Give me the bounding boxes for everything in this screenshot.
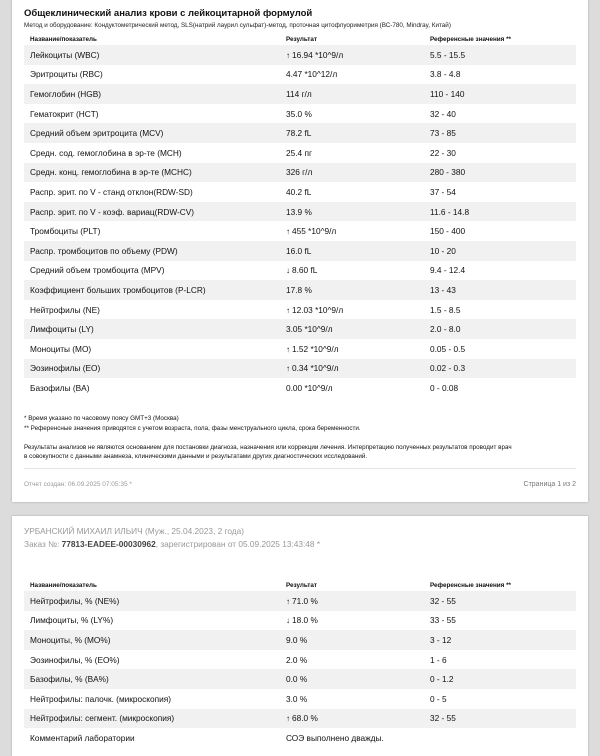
page-number: Страница 1 из 2: [523, 481, 576, 488]
row-reference: 3.8 - 4.8: [430, 69, 461, 80]
results-table-body: [24, 45, 576, 398]
result-value: 78.2 fL: [286, 128, 312, 139]
result-value: 13.9 %: [286, 206, 312, 217]
table-row: [24, 143, 576, 163]
row-result: [280, 182, 424, 202]
row-result: [280, 300, 424, 320]
differential-table: [24, 580, 576, 748]
row-reference: 37 - 54: [430, 186, 456, 197]
header-reference: Референсные значения **: [430, 36, 511, 43]
row-reference: 33 - 55: [430, 615, 456, 626]
report-title: Общеклинический анализ крови с лейкоцитарной формулой: [24, 8, 313, 19]
row-result: [280, 221, 424, 241]
result-value: 35.0 %: [286, 108, 312, 119]
row-name: Эритроциты (RBC): [30, 69, 103, 80]
row-result: [280, 65, 424, 85]
arrow-up-icon: ↑: [286, 714, 290, 724]
row-name: Эозинофилы (EO): [24, 359, 280, 379]
table-row: [24, 221, 576, 241]
table-row: [24, 241, 576, 261]
table-row: [24, 669, 576, 689]
result-value: 1.52 *10^9/л: [292, 343, 339, 354]
arrow-down-icon: ↓: [286, 616, 290, 626]
row-result: [280, 104, 424, 124]
row-name: Комментарий лаборатории: [30, 732, 135, 743]
result-value: СОЭ выполнено дважды.: [286, 732, 384, 743]
disclaimer-line-2: в совокупности с данными анамнеза, клиническими данными и результатами других диагностических исследований.: [24, 453, 368, 461]
page-footer: [24, 468, 576, 488]
note-timezone: * Время указано по часовому поясу GMT+3 (Москва): [24, 414, 179, 422]
report-page-2: [12, 516, 588, 756]
row-reference: 11.6 - 14.8: [424, 202, 576, 222]
row-name: Базофилы, % (BA%): [24, 669, 280, 689]
table-row: [24, 300, 576, 320]
header-reference: Референсные значения **: [430, 582, 511, 589]
arrow-up-icon: ↑: [286, 227, 290, 237]
row-result: [280, 650, 424, 670]
arrow-up-icon: ↑: [286, 364, 290, 374]
table-row: [24, 359, 576, 379]
result-value: 16.94 *10^9/л: [292, 49, 344, 60]
row-result: [280, 339, 424, 359]
row-result: [280, 611, 424, 631]
result-value: 18.0 %: [292, 615, 318, 626]
result-value: 71.0 %: [292, 595, 318, 606]
order-label: Заказ №:: [24, 539, 60, 549]
table-row: [24, 339, 576, 359]
table-row: [24, 202, 576, 222]
order-info: [24, 538, 576, 550]
row-reference: 0.05 - 0.5: [430, 343, 466, 354]
results-table: [24, 34, 576, 398]
row-result: [280, 709, 424, 729]
row-reference: 13 - 43: [424, 280, 576, 300]
arrow-up-icon: ↑: [286, 305, 290, 315]
order-number: 77813-EADEE-00030962: [61, 539, 156, 549]
table-header-row: [24, 580, 576, 591]
row-name: Нейтрофилы: сегмент. (микроскопия): [24, 709, 280, 729]
result-value: 68.0 %: [292, 713, 318, 724]
row-reference: 32 - 55: [424, 591, 576, 611]
row-name: Моноциты (MO): [30, 343, 92, 354]
row-name: Нейтрофилы (NE): [30, 304, 100, 315]
row-name: Коэффициент больших тромбоцитов (P-LCR): [24, 280, 280, 300]
table-row: [24, 261, 576, 281]
row-name: Распр. эрит. по V - станд отклон(RDW-SD): [30, 186, 193, 197]
row-name: Лимфоциты, % (LY%): [30, 615, 114, 626]
row-result: [280, 241, 424, 261]
row-reference: 0.02 - 0.3: [424, 359, 576, 379]
disclaimer: [24, 443, 576, 462]
result-value: 17.8 %: [286, 284, 312, 295]
row-result: [280, 84, 424, 104]
table-row: [24, 611, 576, 631]
table-row: [24, 630, 576, 650]
row-name: Гемоглобин (HGB): [24, 84, 280, 104]
row-reference: 10 - 20: [424, 241, 576, 261]
row-name: Тромбоциты (PLT): [30, 226, 101, 237]
row-result: [280, 591, 424, 611]
table-row: [24, 709, 576, 729]
row-result: [280, 261, 424, 281]
table-row: [24, 163, 576, 183]
row-result: [280, 163, 424, 183]
header-name: Название/показатель: [30, 582, 97, 589]
row-reference: 5.5 - 15.5: [424, 45, 576, 65]
table-row: [24, 84, 576, 104]
result-value: 326 г/л: [286, 167, 313, 178]
result-value: 8.60 fL: [292, 265, 318, 276]
result-value: 0.0 %: [286, 674, 308, 685]
result-value: 3.05 *10^9/л: [286, 324, 333, 335]
row-name: Средний объем эритроцита (MCV): [24, 123, 280, 143]
result-value: 3.0 %: [286, 693, 308, 704]
report-page-1: [12, 0, 588, 502]
row-name: Средн. сод. гемоглобина в эр-те (MCH): [30, 147, 182, 158]
row-result: [280, 45, 424, 65]
result-value: 0.00 *10^9/л: [286, 382, 333, 393]
row-reference: 73 - 85: [424, 123, 576, 143]
row-reference: 32 - 40: [430, 108, 456, 119]
arrow-down-icon: ↓: [286, 266, 290, 276]
row-reference: 2.0 - 8.0: [424, 319, 576, 339]
row-result: [280, 143, 424, 163]
row-result: [280, 630, 424, 650]
row-name: Средний объем тромбоцита (MPV): [30, 265, 165, 276]
table-row: [24, 280, 576, 300]
result-value: 9.0 %: [286, 634, 308, 645]
patient-info: УРБАНСКИЙ МИХАИЛ ИЛЬИЧ (Муж., 25.04.2023, 2 года): [24, 526, 244, 536]
row-result: [280, 689, 424, 709]
row-result: [280, 359, 424, 379]
row-result: [280, 202, 424, 222]
row-reference: 1 - 6: [430, 654, 447, 665]
differential-table-body: [24, 591, 576, 748]
row-result: [280, 378, 424, 398]
row-name: Эозинофилы, % (EO%): [30, 654, 120, 665]
table-row: [24, 182, 576, 202]
row-reference: 110 - 140: [424, 84, 576, 104]
table-row: [24, 650, 576, 670]
row-reference: 0 - 0.08: [430, 382, 459, 393]
note-reference: ** Референсные значения приводятся с учетом возраста, пола, фазы менструального цикла, срока беременности.: [24, 424, 361, 432]
result-value: 40.2 fL: [286, 186, 312, 197]
table-row: [24, 728, 576, 748]
table-row: [24, 104, 576, 124]
order-registration: , зарегистрирован от 05.09.2025 13:43:48 *: [155, 539, 321, 549]
result-value: 4.47 *10^12/л: [286, 69, 338, 80]
row-name: Средн. конц. гемоглобина в эр-те (MCHC): [24, 163, 280, 183]
row-reference: 32 - 55: [424, 709, 576, 729]
row-name: Моноциты, % (MO%): [24, 630, 280, 650]
row-reference: 3 - 12: [424, 630, 576, 650]
table-row: [24, 319, 576, 339]
report-created-timestamp: Отчет создан: 06.09.2025 07:05:35 *: [24, 481, 132, 488]
row-reference: 150 - 400: [430, 226, 466, 237]
result-value: 25.4 пг: [286, 147, 312, 158]
result-value: 455 *10^9/л: [292, 226, 337, 237]
row-result: [280, 669, 424, 689]
row-reference: 22 - 30: [430, 147, 456, 158]
method-description: Метод и оборудование: Кондуктометрический метод, SLS(натрий лаурил сульфат)-метод, проточная цитофлуориметрия (ВС-780, Mindray, Китай): [24, 22, 451, 29]
notes: [24, 414, 576, 434]
row-name: Распр. эрит. по V - коэф. вариац(RDW-CV): [24, 202, 280, 222]
disclaimer-line-1: Результаты анализов не являются основанием для постановки диагноза, назначения или коррекции лечения. Интерпретацию полученных результатов проводит врач: [24, 443, 512, 451]
row-reference: 0 - 1.2: [424, 669, 576, 689]
header-result: Результат: [286, 582, 317, 589]
row-reference: [424, 728, 576, 748]
table-row: [24, 378, 576, 398]
table-header-row: [24, 34, 576, 45]
result-value: 16.0 fL: [286, 245, 312, 256]
table-row: [24, 689, 576, 709]
row-reference: 1.5 - 8.5: [430, 304, 461, 315]
row-reference: 280 - 380: [424, 163, 576, 183]
row-result: [280, 728, 424, 748]
row-result: [280, 123, 424, 143]
row-name: Лейкоциты (WBC): [24, 45, 280, 65]
table-row: [24, 591, 576, 611]
row-reference: 9.4 - 12.4: [430, 265, 466, 276]
header-name: Название/показатель: [30, 36, 97, 43]
result-value: 0.34 *10^9/л: [292, 363, 339, 374]
table-row: [24, 45, 576, 65]
result-value: 2.0 %: [286, 654, 308, 665]
result-value: 114 г/л: [286, 88, 312, 99]
row-name: Лимфоциты (LY): [24, 319, 280, 339]
row-name: Нейтрофилы: палочк. (микроскопия): [30, 693, 172, 704]
arrow-up-icon: ↑: [286, 596, 290, 606]
row-name: Нейтрофилы, % (NE%): [24, 591, 280, 611]
table-row: [24, 123, 576, 143]
arrow-up-icon: ↑: [286, 344, 290, 354]
row-result: [280, 280, 424, 300]
row-name: Базофилы (BA): [30, 382, 90, 393]
arrow-up-icon: ↑: [286, 50, 290, 60]
row-name: Гематокрит (HCT): [30, 108, 99, 119]
table-row: [24, 65, 576, 85]
row-name: Распр. тромбоцитов по объему (PDW): [24, 241, 280, 261]
row-result: [280, 319, 424, 339]
result-value: 12.03 *10^9/л: [292, 304, 344, 315]
header-result: Результат: [286, 36, 317, 43]
row-reference: 0 - 5: [430, 693, 447, 704]
